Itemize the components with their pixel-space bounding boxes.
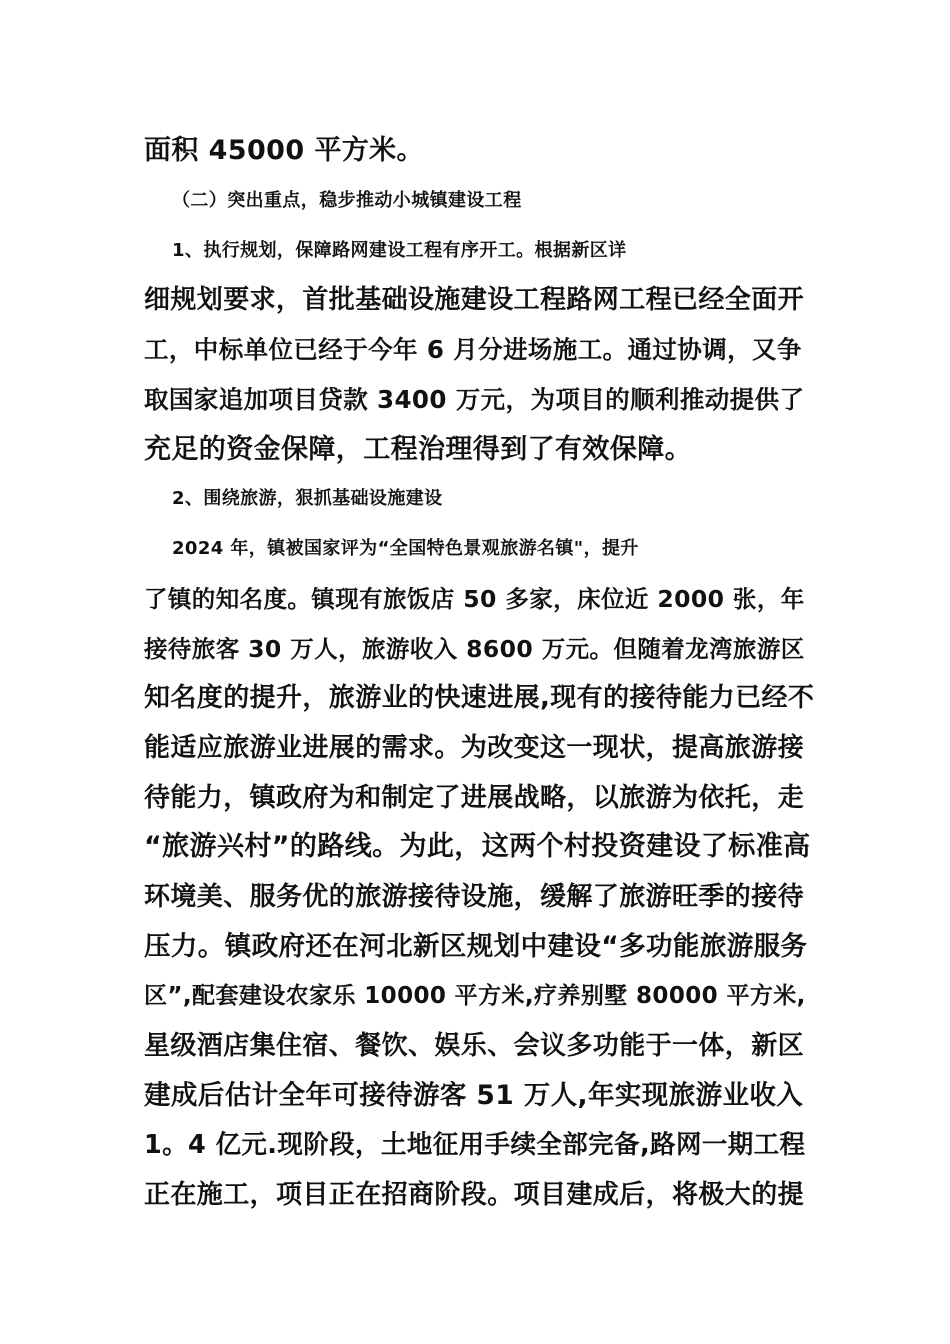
subheading-2: 2、围绕旅游，狠抓基础设施建设 — [172, 488, 443, 509]
paragraph-2-line-5: 能适应旅游业进展的需求。为改变这一现状，提高旅游接 — [144, 733, 805, 763]
paragraph-2-line-3: 接待旅客 30 万人，旅游收入 8600 万元。但随着龙湾旅游区 — [144, 635, 805, 663]
paragraph-1-line-1: 1、执行规划，保障路网建设工程有序开工。根据新区详 — [172, 240, 627, 261]
paragraph-2-line-4: 知名度的提升，旅游业的快速进展,现有的接待能力已经不 — [144, 683, 815, 713]
paragraph-1-line-2: 细规划要求，首批基础设施建设工程路网工程已经全面开 — [144, 285, 805, 315]
paragraph-2-line-12: 建成后估计全年可接待游客 51 万人,年实现旅游业收入 — [144, 1080, 804, 1111]
text-line-1: 面积 45000 平方米。 — [144, 135, 424, 166]
paragraph-1-line-5: 充足的资金保障，工程治理得到了有效保障。 — [144, 434, 692, 465]
paragraph-2-line-7: “旅游兴村”的路线。为此，这两个村投资建设了标准高 — [144, 831, 811, 862]
paragraph-2-line-8: 环境美、服务优的旅游接待设施，缓解了旅游旺季的接待 — [144, 882, 805, 912]
paragraph-2-line-2: 了镇的知名度。镇现有旅饭店 50 多家，床位近 2000 张，年 — [144, 585, 805, 613]
paragraph-2-line-13: 1。4 亿元.现阶段，土地征用手续全部完备,路网一期工程 — [144, 1130, 806, 1160]
paragraph-1-line-4: 取国家追加项目贷款 3400 万元，为项目的顺利推动提供了 — [144, 385, 805, 414]
paragraph-2-line-11: 星级酒店集住宿、餐饮、娱乐、会议多功能于一体，新区 — [144, 1031, 805, 1061]
paragraph-2-line-10: 区”,配套建设农家乐 10000 平方米,疗养别墅 80000 平方米, — [144, 983, 806, 1009]
section-heading-2: （二）突出重点，稳步推动小城镇建设工程 — [172, 190, 522, 211]
paragraph-1-line-3: 工，中标单位已经于今年 6 月分进场施工。通过协调，又争 — [144, 335, 802, 364]
paragraph-2-line-14: 正在施工，项目正在招商阶段。项目建成后，将极大的提 — [144, 1180, 805, 1210]
paragraph-2-line-6: 待能力，镇政府为和制定了进展战略，以旅游为依托，走 — [144, 783, 805, 813]
paragraph-2-line-1: 2024 年，镇被国家评为“全国特色景观旅游名镇"，提升 — [172, 538, 639, 559]
paragraph-2-line-9: 压力。镇政府还在河北新区规划中建设“多功能旅游服务 — [144, 931, 808, 962]
